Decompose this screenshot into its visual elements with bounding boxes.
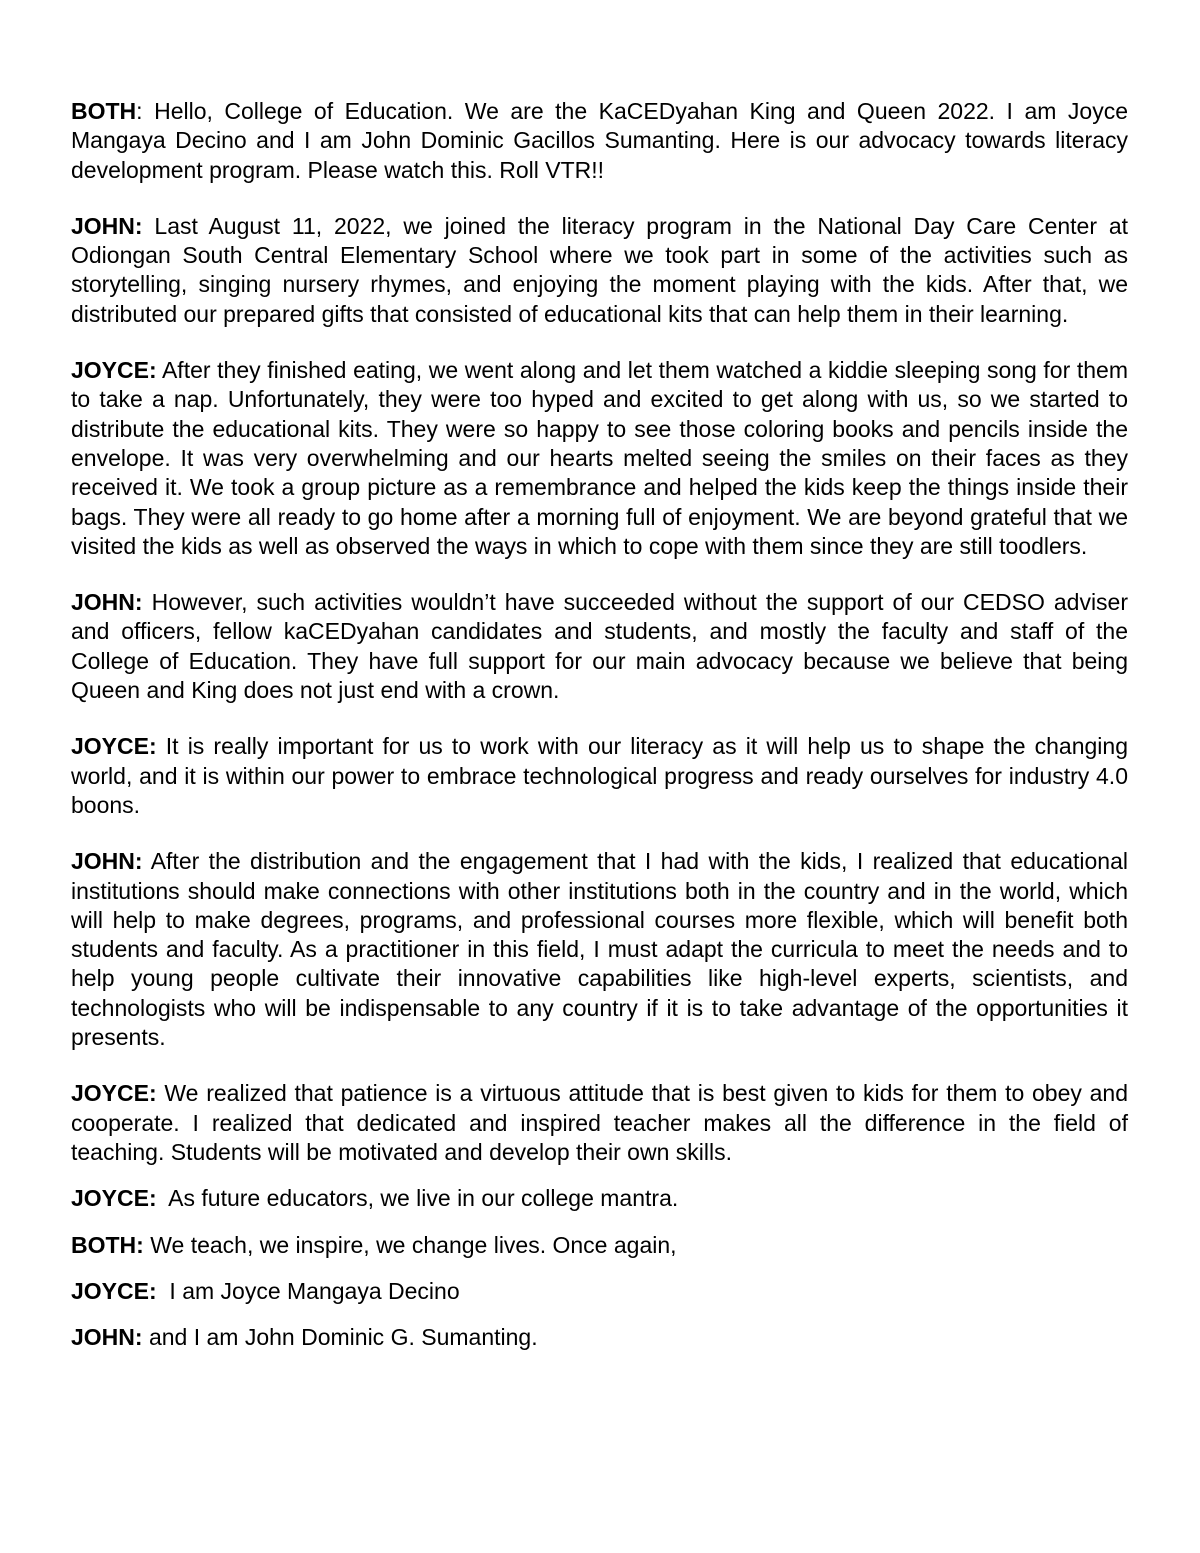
paragraph-both-intro: BOTH: Hello, College of Education. We are the KaCEDyahan King and Queen 2022. I am Joyce Mangaya Decino and I am John Dominic Gacillos Sumanting. Here is our advocacy towards literacy development program. Please watch this. Roll VTR!!	[71, 98, 1129, 183]
speaker-label: JOYCE:	[71, 1185, 157, 1212]
speaker-label: JOHN:	[71, 589, 143, 616]
paragraph-joyce-2	[71, 732, 1128, 820]
paragraph-joyce-4	[71, 1184, 1128, 1213]
paragraph-text: Last August 11, 2022, we joined the literacy program in the National Day Care Center at Odiongan South Central Elementary School where we took part in some of the activities such as storytelling, singing nursery rhymes, and enjoying the moment playing with the kids. After that, we distributed our prepared gifts that consisted of educational kits that can help them in their learning.	[71, 212, 1129, 327]
paragraph-john-4	[71, 1323, 1128, 1352]
paragraph-text: I am Joyce Mangaya Decino	[169, 1277, 460, 1304]
speaker-label: JOHN:	[71, 848, 143, 875]
paragraph-joyce-5	[71, 1277, 1128, 1306]
paragraph-text: However, such activities wouldn’t have succeeded without the support of our CEDSO adviser and officers, fellow kaCEDyahan candidates and students, and mostly the faculty and staff of the College of Education. They have full support for our main advocacy because we believe that being Queen and King does not just end with a crown.	[71, 589, 1129, 704]
paragraph-text: We realized that patience is a virtuous attitude that is best given to kids for them to obey and cooperate. I realized that dedicated and inspired teacher makes all the difference in the field of teaching. Students will be motivated and develop their own skills.	[71, 1080, 1128, 1165]
speaker-label: JOHN:	[71, 212, 143, 239]
paragraph-text: Hello, College of Education. We are the KaCEDyahan King and Queen 2022. I am Joyce Mangaya Decino and I am John Dominic Gacillos Sumanting. Here is our advocacy towards literacy development program. Please watch this. Roll VTR!!	[71, 98, 1129, 183]
paragraph-text: We teach, we inspire, we change lives. Once again,	[150, 1231, 677, 1258]
speaker-label: JOYCE:	[71, 1277, 157, 1304]
paragraph-text: As future educators, we live in our college mantra.	[168, 1185, 679, 1212]
document-page	[71, 97, 1128, 1369]
paragraph-joyce-3	[71, 1079, 1128, 1167]
paragraph-joyce-1	[71, 356, 1128, 561]
speaker-label: BOTH	[71, 98, 137, 124]
paragraph-text: After the distribution and the engagement that I had with the kids, I realized that educational institutions should make connections with other institutions both in the country and in the world, which will help to make degrees, programs, and professional courses more flexible, which will benefit both students and faculty. As a practitioner in this field, I must adapt the curricula to meet the needs and to help young people cultivate their innovative capabilities like high-level experts, scientists, and technologists who will be indispensable to any country if it is to take advantage of the opportunities it presents.	[71, 848, 1128, 1051]
paragraph-john-1	[71, 212, 1128, 329]
paragraph-text: It is really important for us to work with our literacy as it will help us to shape the changing world, and it is within our power to embrace technological progress and ready ourselves for industry 4.0 boons.	[71, 733, 1129, 818]
paragraph-text: After they finished eating, we went along and let them watched a kiddie sleeping song for them to take a nap. Unfortunately, they were too hyped and excited to get along with us, so we started to distribute the educational kits. They were so happy to see those coloring books and pencils inside the envelope. It was very overwhelming and our hearts melted seeing the smiles on their faces as they received it. We took a group picture as a remembrance and helped the kids keep the things inside their bags. They were all ready to go home after a morning full of enjoyment. We are beyond grateful that we visited the kids as well as observed the ways in which to cope with them since they are still toodlers.	[71, 357, 1128, 559]
speaker-label: JOYCE:	[71, 1080, 157, 1107]
speaker-label: JOYCE:	[71, 733, 157, 760]
speaker-label: BOTH:	[71, 1231, 144, 1258]
paragraph-both-mantra	[71, 1231, 1128, 1260]
paragraph-text: and I am John Dominic G. Sumanting.	[148, 1324, 538, 1351]
paragraph-john-2	[71, 588, 1128, 705]
speaker-label: JOYCE:	[71, 357, 157, 384]
speaker-label: JOHN:	[71, 1324, 143, 1351]
paragraph-john-3	[71, 847, 1128, 1052]
